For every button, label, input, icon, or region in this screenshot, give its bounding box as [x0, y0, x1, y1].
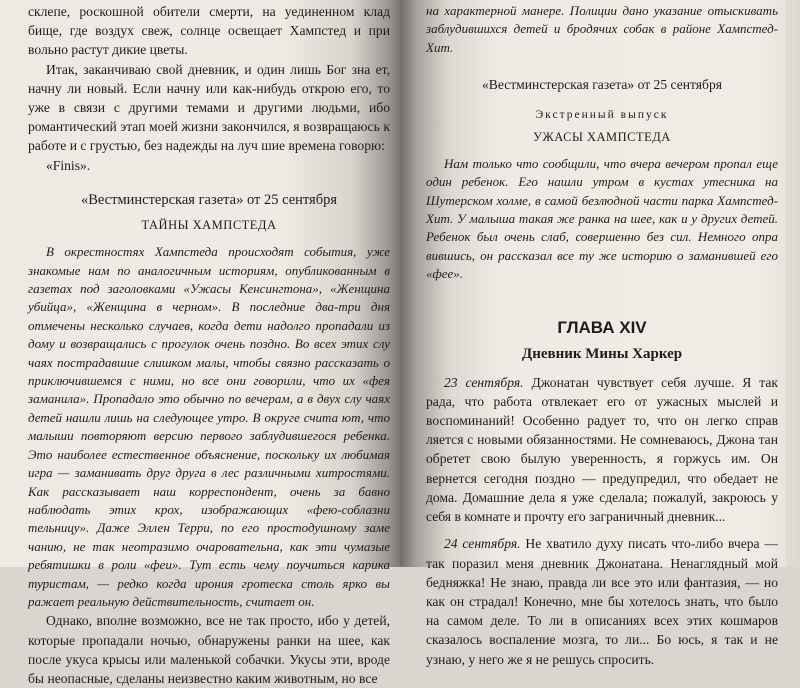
diary-entry-1-date: 23 сентября. [444, 374, 524, 390]
diary-entry-2-date: 24 сентября. [444, 536, 521, 552]
right-gazette-heading: «Вестминстерская газета» от 25 сентября [481, 77, 723, 93]
right-paragraph-1: на характерной манере. Полиции дано указание отыскивать заблудившихся детей и бродячих собак в районе Хампстед-Хит. [426, 3, 778, 55]
left-article-paragraph-2: Однако, вполне возможно, все не так просто, ибо у детей, которые пропадали ночью, обнаружены ранки на шее, как после укуса крысы или маленькой собачки. Укусы эти, вроде бы неопасные, сделаны неизвестно каким животным, но все [28, 613, 390, 686]
right-article-paragraph-1: Нам только что сообщили, что вчера вечером пропал еще один ребенок. Его нашли утром в кустах утесника на Шутерском холме, в самой безлюдной части парка Хампстед-Хит. У малыша такая же ранка на шее, как и у других детей. Ребенок был очень слаб, совершенно без сил. Немного опра вившись, он рассказал все ту же историю о заманившей его «фее». [426, 155, 778, 282]
diary-entry-1-text: Джонатан чувствует себя лучше. Я так рада, что работа отвлекает его от ужасных мыслей и воспоминаний! Особенно радует то, что он легко справ ляется с новыми обязанностями. Не сомневаюсь, Джона тан обретет свою былую уверенность, я горжусь им. Он вернется сегодня поздно — предупредил, что обедает не дома. Домашние дела я уже сделала; пожалуй, закроюсь у себя в комнате и прочту его заграничный дневник... [426, 374, 778, 525]
diary-heading: Дневник Мины Харкер [521, 345, 683, 362]
left-article-paragraph-1: В окрестностях Хампстеда происходят события, уже знакомые нам по аналогичным историям, опубликованным в газетах под заголовками «Ужасы Кенсингтона», «Женщина убийца», «Женщина в черном». В последние два-три дня отмечены несколько случаев, когда дети надолго пропадали из дому и возвращались с прогулок очень поздно. Во всех этих слу чаях пострадавшие слишком малы, чтобы связно рассказать о приключившемся с ними, но все они говорили, что их «фея заманила». Пропадало это обычно по вечерам, а в двух слу чаях детей нашли лишь на следующее утро. В округе счита ют, что малыши повторяют версию первого заблудившегося ребенка. Это наиболее естественное объяснение, поскольку их любимая игра — заманивать друг друга в лес различными хитростями. Как рассказывает наш корреспондент, очень за бавно наблюдать этих крох, изображающих «фею-соблазни тельницу». Даже Эллен Терри, по его простодушному заме чанию, не так неотразимо очаровательна, как эти чумазые ребятишки в роли «феи». Тут есть чему поучиться карика туристам, — редко когда ирония гротеска столь ярко вы ражает реальную действительность, считает он. [28, 244, 390, 609]
left-gazette-heading: «Вестминстерская газета» от 25 сентября [80, 191, 338, 208]
chapter-heading: ГЛАВА XIV [557, 317, 647, 337]
right-special-edition: Экстренный выпуск [535, 109, 669, 122]
page-edges [786, 0, 800, 567]
left-section-heading: ТАЙНЫ ХАМПСТЕДА [141, 218, 277, 233]
left-page [0, 0, 400, 686]
diary-entry-1 [426, 373, 778, 527]
left-paragraph-1: склепе, роскошной обители смерти, на уединенном клад бище, где воздух свеж, солнце освещает Хампстед и при вольно растут дикие цветы. [28, 4, 390, 58]
left-paragraph-finis: «Finis». [46, 157, 91, 173]
diary-entry-2-text: Не хватило духу писать что-либо вчера — так поразил меня дневник Джонатана. Ненаглядный мой бедняжка! Не знаю, правда ли все это или фантазия, — но как он страдал! Конечно, мне бы хотелось знать, что было на самом деле. То ли в описаниях всех этих кошмаров сказалось воспаление мозга, то ли... Бо юсь, я так и не узнаю, у него же я не решусь спросить. [426, 536, 778, 667]
right-section-heading: УЖАСЫ ХАМПСТЕДА [533, 129, 671, 144]
right-page [400, 0, 800, 667]
diary-entry-2 [426, 534, 778, 668]
left-paragraph-2: Итак, заканчиваю свой дневник, и один лишь Бог зна ет, начну ли новый. Если начну или как-нибудь открою его, то уже в связи с другими темами и другими людьми, ибо романтический этап моей жизни закончился, я возвращаюсь к работе и с грустью, без надежды на луч шие времена говорю: [28, 61, 390, 154]
